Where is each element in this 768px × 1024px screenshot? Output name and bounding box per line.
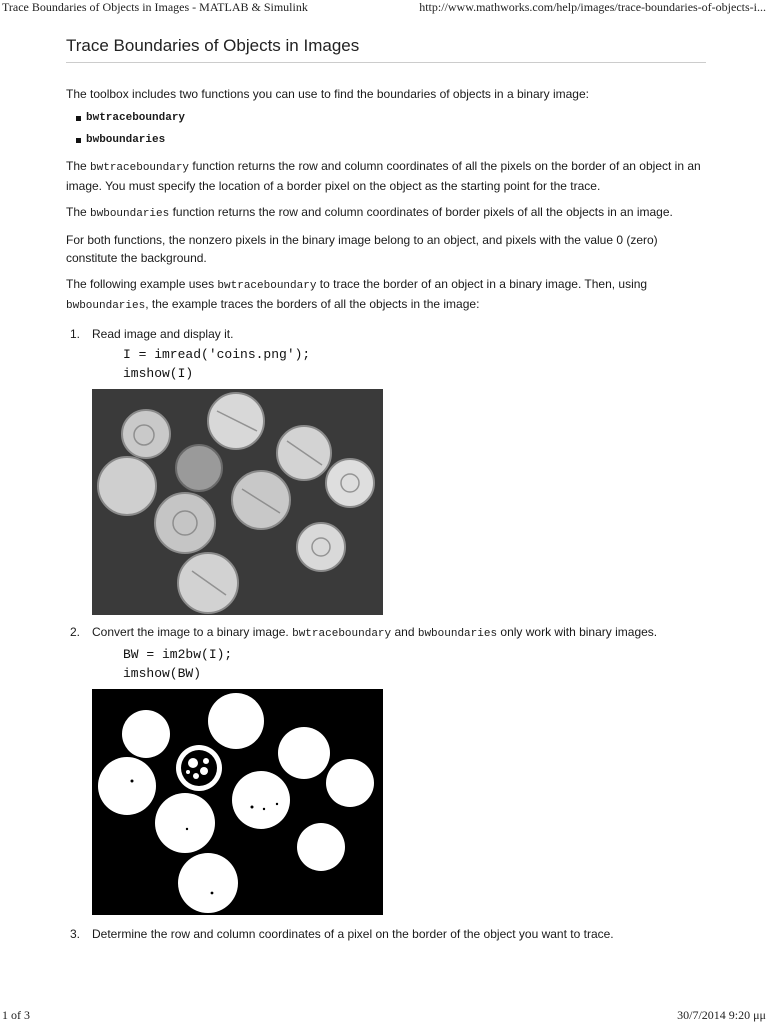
code-bwboundaries-step[interactable]: bwboundaries bbox=[417, 628, 498, 640]
paragraph-example: The following example uses bwtraceboundary to trace the border of an object in a binary image. Then, using bwboundaries, the example traces the borders of all the objects in the image: bbox=[66, 277, 648, 312]
step-3 bbox=[66, 925, 706, 943]
intro-paragraph: The toolbox includes two functions you can use to find the boundaries of objects in a binary image: bbox=[66, 87, 589, 101]
code-bwboundaries-inline[interactable]: bwboundaries bbox=[66, 300, 146, 312]
paragraph-bwtraceboundary: The bwtraceboundary function returns the row and column coordinates of all the pixels on the border of an object in an image. You must specify the location of a border pixel on the object as the starting point for the trace. bbox=[66, 159, 701, 193]
step-number: 3. bbox=[70, 927, 81, 941]
print-header bbox=[0, 0, 768, 16]
paragraph-bwboundaries: The bwboundaries function returns the row and column coordinates of border pixels of all the objects in an image. bbox=[66, 205, 673, 220]
code-line: I = imread('coins.png'); bbox=[123, 347, 311, 362]
step-text: Convert the image to a binary image. bwtraceboundary and bwboundaries only work with binary images. bbox=[92, 625, 658, 640]
coins-photo bbox=[92, 389, 383, 615]
steps-list bbox=[66, 325, 706, 943]
step-text: Determine the row and column coordinates of a pixel on the border of the object you want to trace. bbox=[92, 927, 614, 941]
print-footer bbox=[0, 1008, 768, 1024]
code-bwtraceboundary[interactable]: bwtraceboundary bbox=[90, 162, 190, 174]
code-bwtraceboundary-inline[interactable]: bwtraceboundary bbox=[217, 280, 317, 292]
page-title-header: Trace Boundaries of Objects in Images - MATLAB & Simulink bbox=[2, 0, 308, 14]
code-bwboundaries[interactable]: bwboundaries bbox=[90, 208, 170, 220]
step-2 bbox=[66, 623, 706, 915]
function-item-bwtraceboundary[interactable]: bwtraceboundary bbox=[66, 107, 706, 129]
article bbox=[66, 36, 706, 943]
page-number: 1 of 3 bbox=[2, 1008, 30, 1022]
code-block-step-1 bbox=[123, 345, 706, 383]
code-line: BW = im2bw(I); bbox=[123, 647, 233, 662]
function-item-bwboundaries[interactable]: bwboundaries bbox=[66, 129, 706, 151]
paragraph-both-functions: For both functions, the nonzero pixels in the binary image belong to an object, and pixels with the value 0 (zero) constitute the background. bbox=[66, 233, 658, 265]
partial-coin bbox=[176, 745, 222, 791]
step-number: 2. bbox=[70, 625, 81, 639]
step-1 bbox=[66, 325, 706, 615]
code-bwtraceboundary-step[interactable]: bwtraceboundary bbox=[292, 628, 392, 640]
code-line: imshow(I) bbox=[123, 366, 194, 381]
code-line: imshow(BW) bbox=[123, 666, 202, 681]
function-list bbox=[66, 107, 706, 151]
step-number: 1. bbox=[70, 327, 81, 341]
coins-binary-image bbox=[92, 689, 383, 915]
article-title: Trace Boundaries of Objects in Images bbox=[66, 36, 706, 63]
code-block-step-2 bbox=[123, 645, 706, 683]
page-url-header[interactable]: http://www.mathworks.com/help/images/trace-boundaries-of-objects-i... bbox=[419, 0, 766, 14]
print-datetime: 30/7/2014 9:20 μμ bbox=[677, 1008, 766, 1022]
step-text: Read image and display it. bbox=[92, 327, 234, 341]
